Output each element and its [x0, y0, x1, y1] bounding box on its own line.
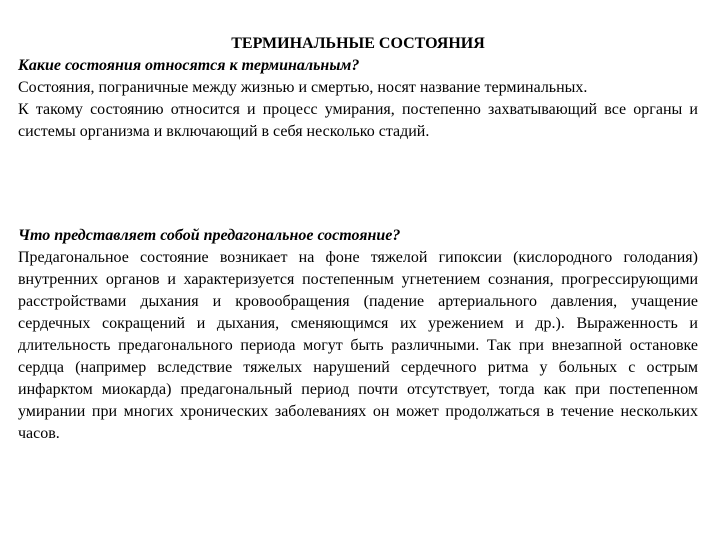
section-terminal-states [18, 55, 698, 143]
definition-line: Состояния, пограничные между жизнью и смертью, носят название терминальных. [18, 79, 588, 96]
dying-process-paragraph: К такому состоянию относится и процесс умирания, постепенно захватывающий все органы и системы организма и включающий в себя несколько стадий. [18, 101, 698, 140]
preagonal-paragraph: Предагональное состояние возникает на фоне тяжелой гипоксии (кислородного голодания) внутренних органов и характеризуется постепенным угнетением сознания, прогрессирующими расстройствами дыхания и кровообращения (падение артериального давления, учащение сердечных сокращений и дыхания, сменяющимся их урежением и др.). Выраженность и длительность предагонального периода могут быть различными. Так при внезапной остановке сердца (например вследствие тяжелых нарушений сердечного ритма у больных с острым инфарктом миокарда) предагональный период почти отсутствует, тогда как при постепенном умирании при многих хронических заболеваниях он может продолжаться в течение нескольких часов. [18, 249, 698, 442]
question-preagonal-state: Что представляет собой предагональное состояние? [18, 227, 401, 244]
document-title: ТЕРМИНАЛЬНЫЕ СОСТОЯНИЯ [231, 35, 485, 52]
section-preagonal-state [18, 225, 698, 445]
question-terminal-states: Какие состояния относятся к терминальным? [18, 57, 360, 74]
